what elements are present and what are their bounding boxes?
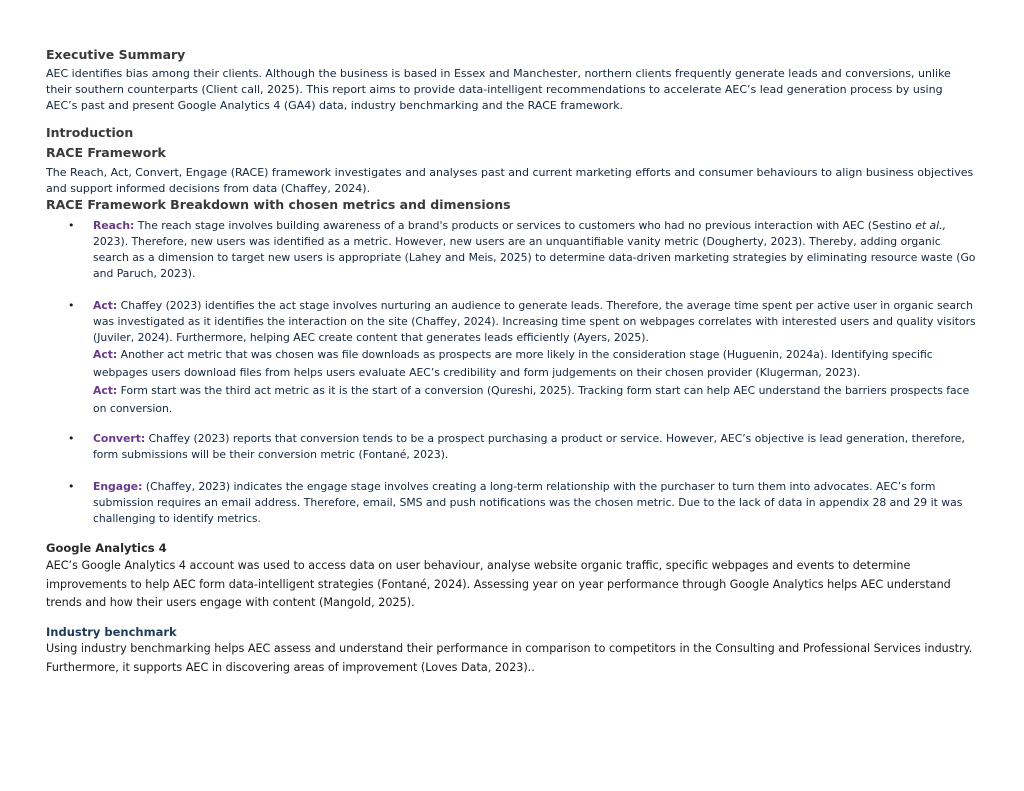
google-analytics-section	[46, 540, 976, 613]
race-breakdown-heading: RACE Framework Breakdown with chosen metrics and dimensions	[46, 197, 511, 212]
act-sub1-text: Another act metric that was chosen was file downloads as prospects are more likely in the consideration stage (Huguenin, 2024a). Identifying specific webpages users download files from helps users evaluate AEC’s credibility and form judgements on their chosen provider (Klugerman, 2023).	[93, 348, 933, 379]
race-framework-section	[46, 145, 976, 197]
act-sub-paragraph-2	[93, 382, 976, 418]
engage-text: (Chaffey, 2023) indicates the engage stage involves creating a long-term relationship with the purchaser to turn them into advocates. AEC’s form submission requires an email address. Therefore, email, SMS and push notifications was the chosen metric. Due to the lack of data in appendix 28 and 29 it was challenging to identify metrics.	[93, 480, 963, 525]
reach-italic: et al.,	[915, 219, 947, 232]
industry-benchmark-text: Using industry benchmarking helps AEC assess and understand their performance in comparison to competitors in the Consulting and Professional Services industry. Furthermore, it supports AEC in discovering areas of improvement (Loves Data, 2023)..	[46, 642, 973, 674]
act-label: Act:	[93, 299, 118, 312]
list-item-convert	[46, 431, 976, 463]
act-text: Chaffey (2023) identifies the act stage involves nurturing an audience to generate leads. Therefore, the average time spent per active user in organic search was investigated as it identifies the interaction on the site (Chaffey, 2024). Increasing time spent on webpages correlates with interested users and quality visitors (Juviler, 2024). Furthermore, helping AEC create content that generates leads efficiently (Ayers, 2025).	[93, 299, 976, 344]
race-breakdown-list	[46, 218, 976, 527]
convert-label: Convert:	[93, 432, 146, 445]
executive-summary-section	[46, 47, 976, 114]
act-sub-paragraph-1	[93, 346, 976, 382]
industry-benchmark-heading: Industry benchmark	[46, 625, 177, 639]
bullet-icon: •	[68, 299, 75, 312]
convert-text: Chaffey (2023) reports that conversion tends to be a prospect purchasing a product or service. However, AEC’s objective is lead generation, therefore, form submissions will be their conversion metric (Fontané, 2023).	[93, 432, 965, 461]
bullet-icon: •	[68, 219, 75, 232]
introduction-heading: Introduction	[46, 125, 134, 140]
act-sub2-text: Form start was the third act metric as it is the start of a conversion (Qureshi, 2025). Tracking form start can help AEC understand the barriers prospects face on conversion.	[93, 384, 970, 415]
race-framework-text: The Reach, Act, Convert, Engage (RACE) framework investigates and analyses past and current marketing efforts and consumer behaviours to align business objectives and support informed decisions from data (Chaffey, 2024).	[46, 166, 974, 195]
introduction-section	[46, 125, 976, 141]
race-breakdown-section	[46, 197, 976, 213]
list-item-engage	[46, 479, 976, 527]
race-framework-heading: RACE Framework	[46, 145, 166, 160]
list-item-reach	[46, 218, 976, 282]
reach-label: Reach:	[93, 219, 135, 232]
list-item-act	[46, 298, 976, 418]
reach-text-after: 2023). Therefore, new users was identified as a metric. However, new users are an unquantifiable vanity metric (Dougherty, 2023). Thereby, adding organic search as a dimension to target new users is appropriate (Lahey and Meis, 2025) to determine data-driven marketing strategies by eliminating resource waste (Go and Paruch, 2023).	[93, 235, 976, 280]
bullet-icon: •	[68, 480, 75, 493]
industry-benchmark-section	[46, 624, 976, 677]
engage-label: Engage:	[93, 480, 143, 493]
executive-summary-heading: Executive Summary	[46, 47, 186, 62]
bullet-icon: •	[68, 432, 75, 445]
google-analytics-heading: Google Analytics 4	[46, 541, 167, 555]
act-sub2-label: Act:	[93, 384, 118, 397]
act-sub1-label: Act:	[93, 348, 118, 361]
google-analytics-text: AEC’s Google Analytics 4 account was used to access data on user behaviour, analyse website organic traffic, specific webpages and events to determine improvements to help AEC form data-intelligent strategies (Fontané, 2024). Assessing year on year performance through Google Analytics helps AEC understand trends and how their users engage with content (Mangold, 2025).	[46, 559, 951, 609]
reach-text-before: The reach stage involves building awareness of a brand's products or services to customers who had no previous interaction with AEC (Sestino	[134, 219, 916, 232]
executive-summary-text: AEC identifies bias among their clients. Although the business is based in Essex and Manchester, northern clients frequently generate leads and conversions, unlike their southern counterparts (Client call, 2025). This report aims to provide data-intelligent recommendations to accelerate AEC’s lead generation process by using AEC’s past and present Google Analytics 4 (GA4) data, industry benchmarking and the RACE framework.	[46, 67, 951, 112]
